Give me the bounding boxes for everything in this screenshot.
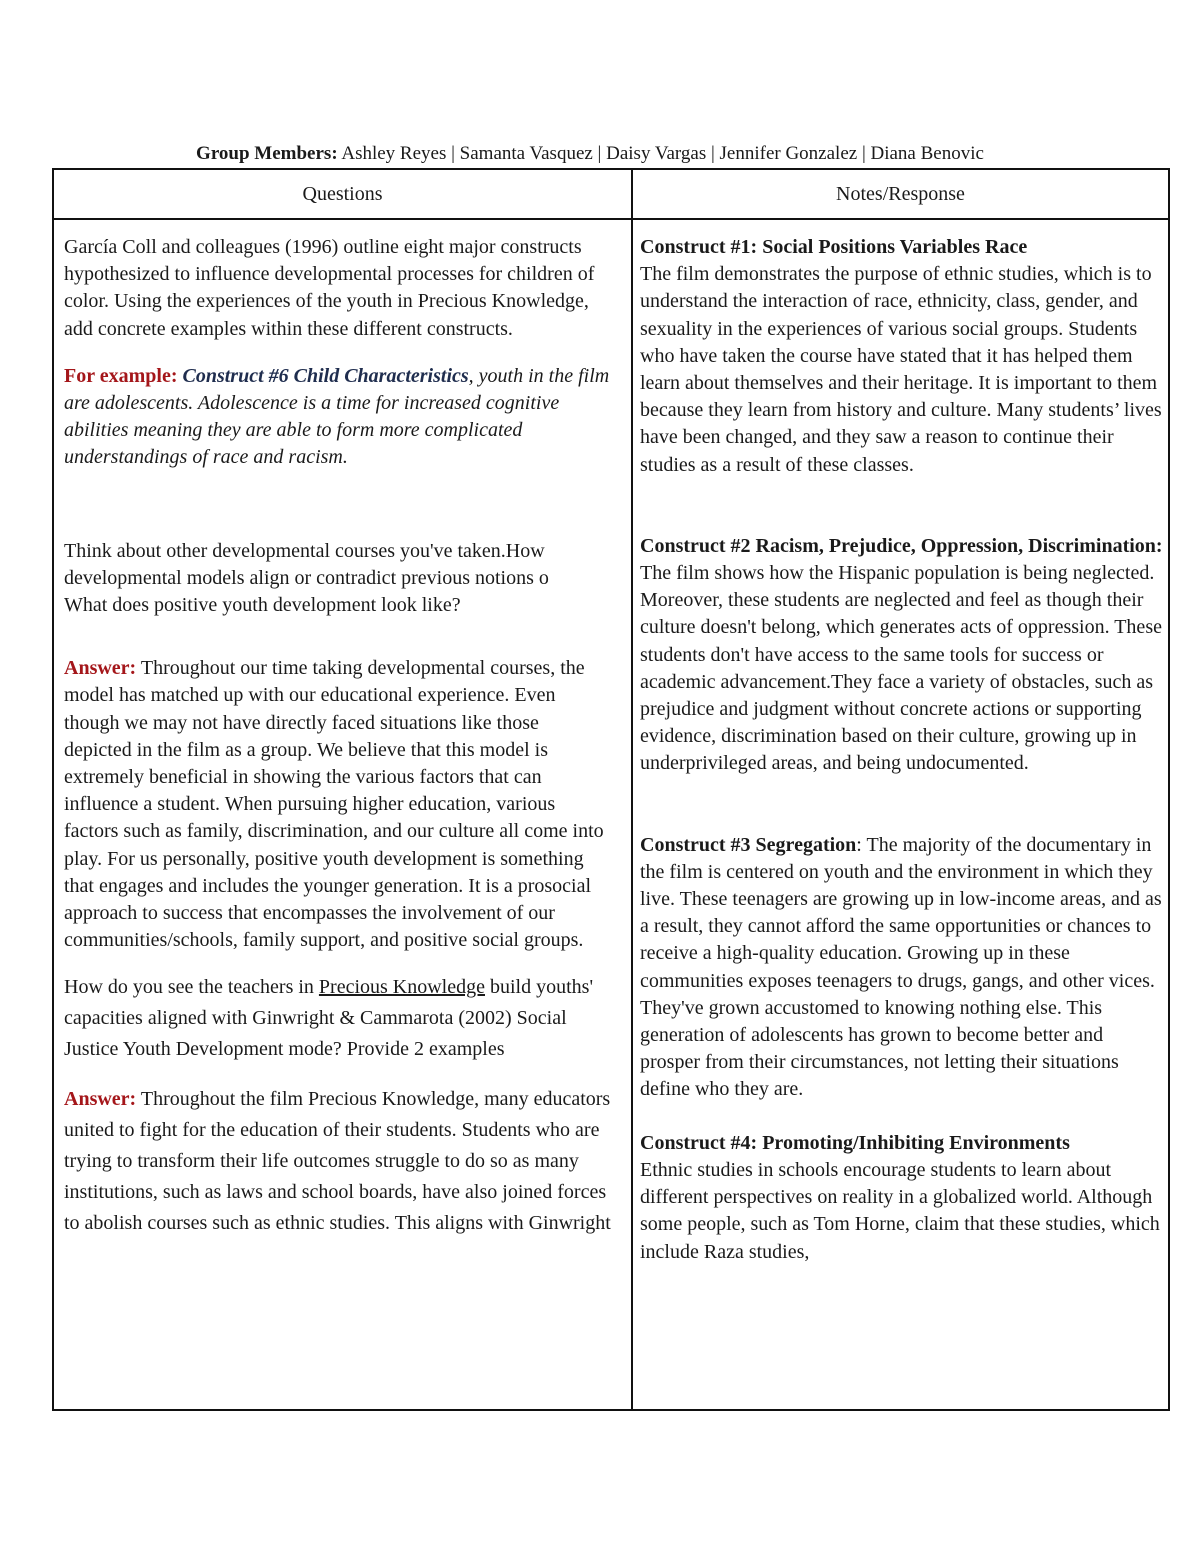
construct-4-text: Ethnic studies in schools encourage students to learn about different perspectives on reality in a globalized world. Although some people, such as Tom Horne, claim that these studies, which include Raza studies, [640,1158,1160,1263]
construct-1-text: The film demonstrates the purpose of ethnic studies, which is to understand the interaction of race, ethnicity, class, gender, and sexuality in the experiences of various social groups. Students who have taken the course have stated that it has helped them learn about themselves and their heritage. It is important to them because they learn from history and culture. Many students’ lives have been changed, and they saw a reason to continue their studies as a result of these classes. [640,263,1162,476]
questions-notes-table [52,168,1170,1411]
construct-2-text: The film shows how the Hispanic population is being neglected. Moreover, these students are neglected and feel as though their culture doesn't belong, which generates acts of oppression. These students don't have access to the same tools for success or academic advancement.They face a variety of obstacles, such as prejudice and judgment without concrete actions or supporting evidence, discrimination based on their culture, growing up in underprivileged areas, and being undocumented. [640,562,1162,775]
question-3-pre: How do you see the teachers in [64,976,319,999]
construct-4 [640,1130,1166,1266]
question-2-line-3: What does positive youth development look like? [64,594,461,617]
example-paragraph [64,363,619,472]
answer-3-text: Throughout the film Precious Knowledge, many educators united to fight for the education of their students. Students who are trying to transform their life outcomes struggle to do so as many institutions, such as laws and school boards, have also joined forces to abolish courses such as ethnic studies. This aligns with Ginwright [64,1088,611,1235]
header-divider [54,218,1168,220]
group-members-line [0,142,1180,166]
question-3-post: build youths' capacities aligned with Ginwright & Cammarota (2002) Social Justice Youth Development mode? Provide 2 examples [64,976,594,1061]
construct-2-title: Construct #2 Racism, Prejudice, Oppression, Discrimination: [640,534,1163,557]
construct-2 [640,533,1166,778]
group-members-names: Ashley Reyes | Samanta Vasquez | Daisy Vargas | Jennifer Gonzalez | Diana Benovic [337,143,984,164]
example-construct: Construct #6 Child Characteristics [182,364,469,387]
construct-3-text: : The majority of the documentary in the film is centered on youth and the environment in which they live. These teenagers are growing up in low-income areas, and as a result, they cannot afford the same opportunities or chances to receive a high-quality education. Growing up in these communities exposes teenagers to drugs, gangs, and other vices. They've grown accustomed to knowing nothing else. This generation of adolescents has grown to become better and prosper from their circumstances, not letting their situations define who they are. [640,833,1162,1101]
answer-2 [64,655,609,954]
group-members-label: Group Members: [196,143,338,164]
answer-3 [64,1084,619,1239]
questions-cell [64,234,639,1404]
question-3-film-title: Precious Knowledge [318,976,485,999]
construct-3 [640,832,1166,1104]
column-header-questions: Questions [302,183,383,205]
construct-1 [640,234,1166,479]
construct-1-title: Construct #1: Social Positions Variables Race [640,236,1028,258]
construct-3-title: Construct #3 Segregation [640,833,857,856]
answer-2-label: Answer: [64,657,137,680]
example-text: , youth in the film are adolescents. Adolescence is a time for increased cognitive abilities meaning they are able to form more complicated understandings of race and racism. [64,364,610,469]
question-2 [64,538,639,620]
question-1: García Coll and colleagues (1996) outline eight major constructs hypothesized to influence developmental processes for children of color. Using the experiences of the youth in Precious Knowledge, add concrete examples within these different constructs. [64,236,595,340]
answer-3-label: Answer: [64,1088,137,1111]
question-2-line-2: developmental models align or contradict previous notions o [64,566,549,589]
column-header-notes: Notes/Response [836,183,965,205]
example-label: For example: [64,364,178,387]
construct-4-title: Construct #4: Promoting/Inhibiting Environments [640,1131,1070,1154]
question-2-line-1: Think about other developmental courses you've taken.How [64,539,545,562]
answer-2-text: Throughout our time taking developmental courses, the model has matched up with our educational experience. Even though we may not have directly faced situations like those depicted in the film as a group. We believe that this model is extremely beneficial in showing the various factors that can influence a student. When pursuing higher education, various factors such as family, discrimination, and our culture all come into play. For us personally, positive youth development is something that engages and includes the younger generation. It is a prosocial approach to success that encompasses the involvement of our communities/schools, family support, and positive social groups. [64,657,604,952]
question-3 [64,972,619,1065]
notes-cell [640,234,1166,1266]
